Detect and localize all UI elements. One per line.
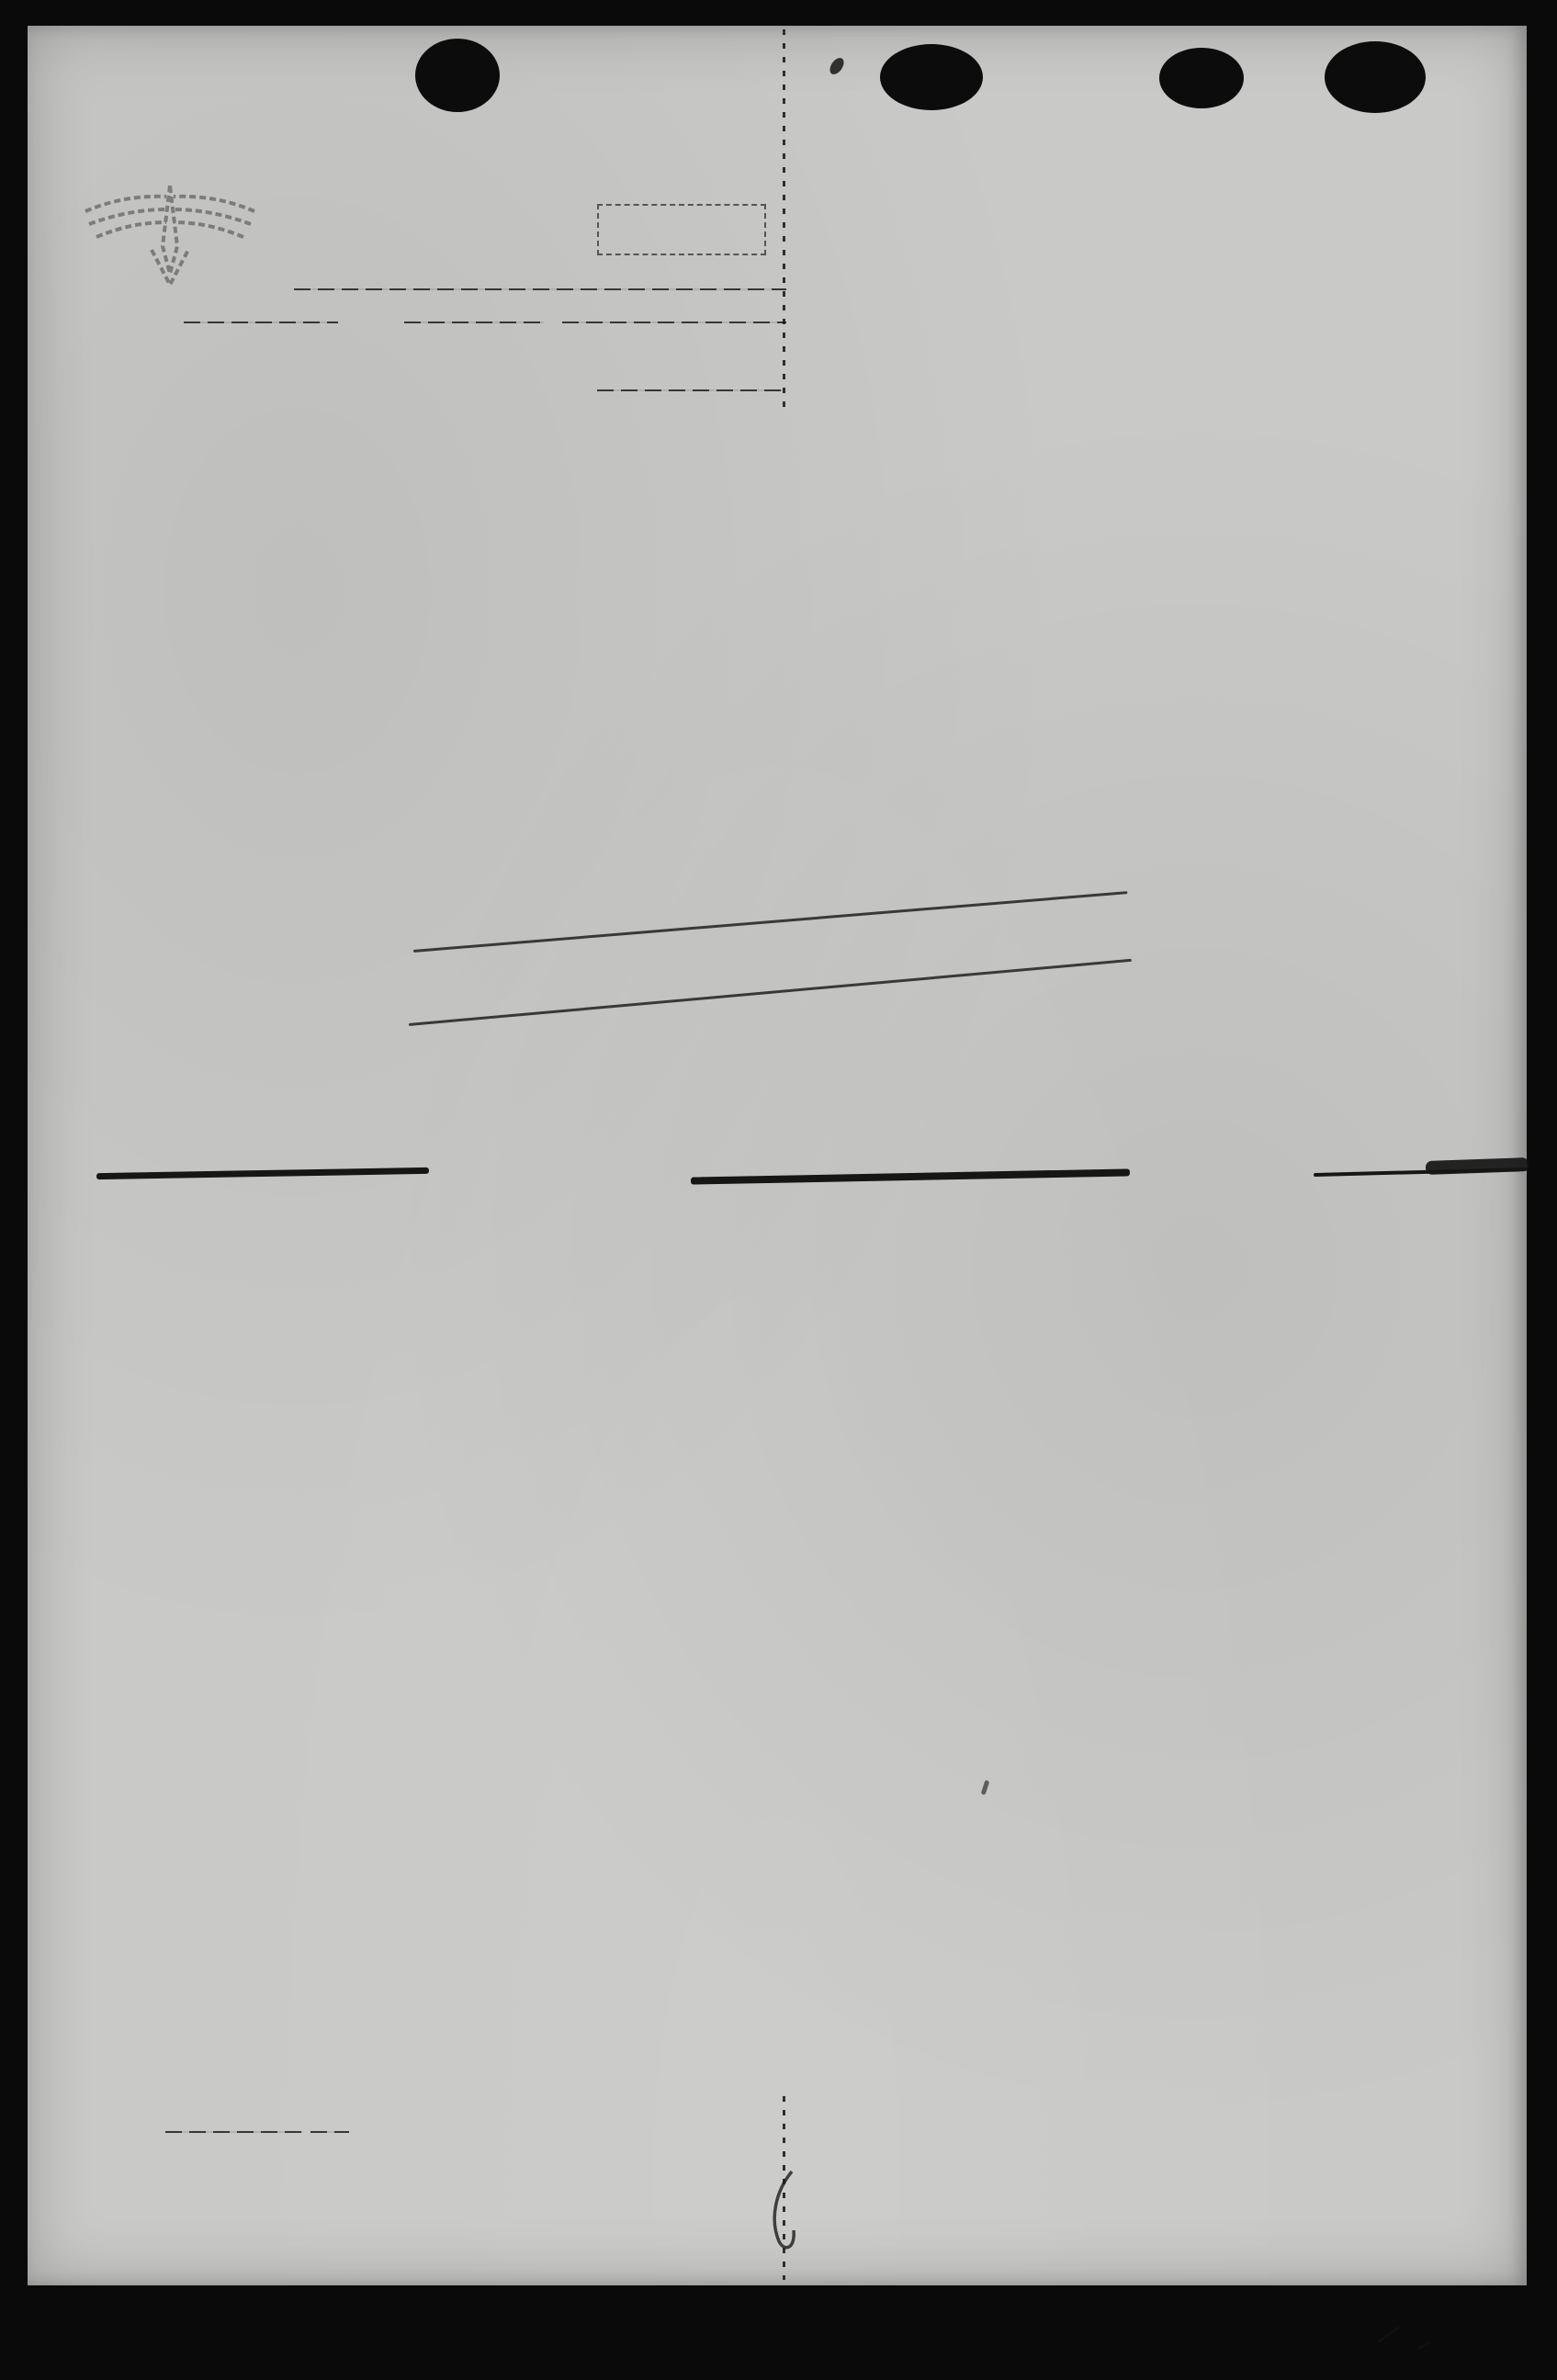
col-header-weight-or-sex [757, 432, 784, 570]
sabena-wings-logo [78, 154, 262, 309]
punch-hole [1159, 48, 1244, 108]
fill-line [310, 2131, 349, 2133]
fill-line [404, 321, 544, 323]
paper-sheet [28, 26, 1527, 2285]
perforation-line [783, 29, 785, 410]
fill-line [294, 288, 786, 290]
pencil-mark [1378, 2326, 1401, 2343]
punch-hole [880, 44, 983, 110]
punch-hole [415, 39, 500, 112]
pencil-mark [1416, 2341, 1430, 2351]
fill-line [562, 321, 786, 323]
fill-line [597, 389, 786, 391]
fill-line [165, 2131, 303, 2133]
master-copy-instructions [801, 145, 1481, 160]
fill-line [184, 321, 338, 323]
col-header-checked-weight [847, 446, 898, 583]
handwritten-squiggle [761, 2168, 810, 2260]
icao-annex-box [597, 204, 766, 255]
col-header-checked-pieces [795, 446, 846, 583]
col-header-unchecked-weight [897, 446, 949, 583]
punch-hole [1325, 41, 1426, 113]
